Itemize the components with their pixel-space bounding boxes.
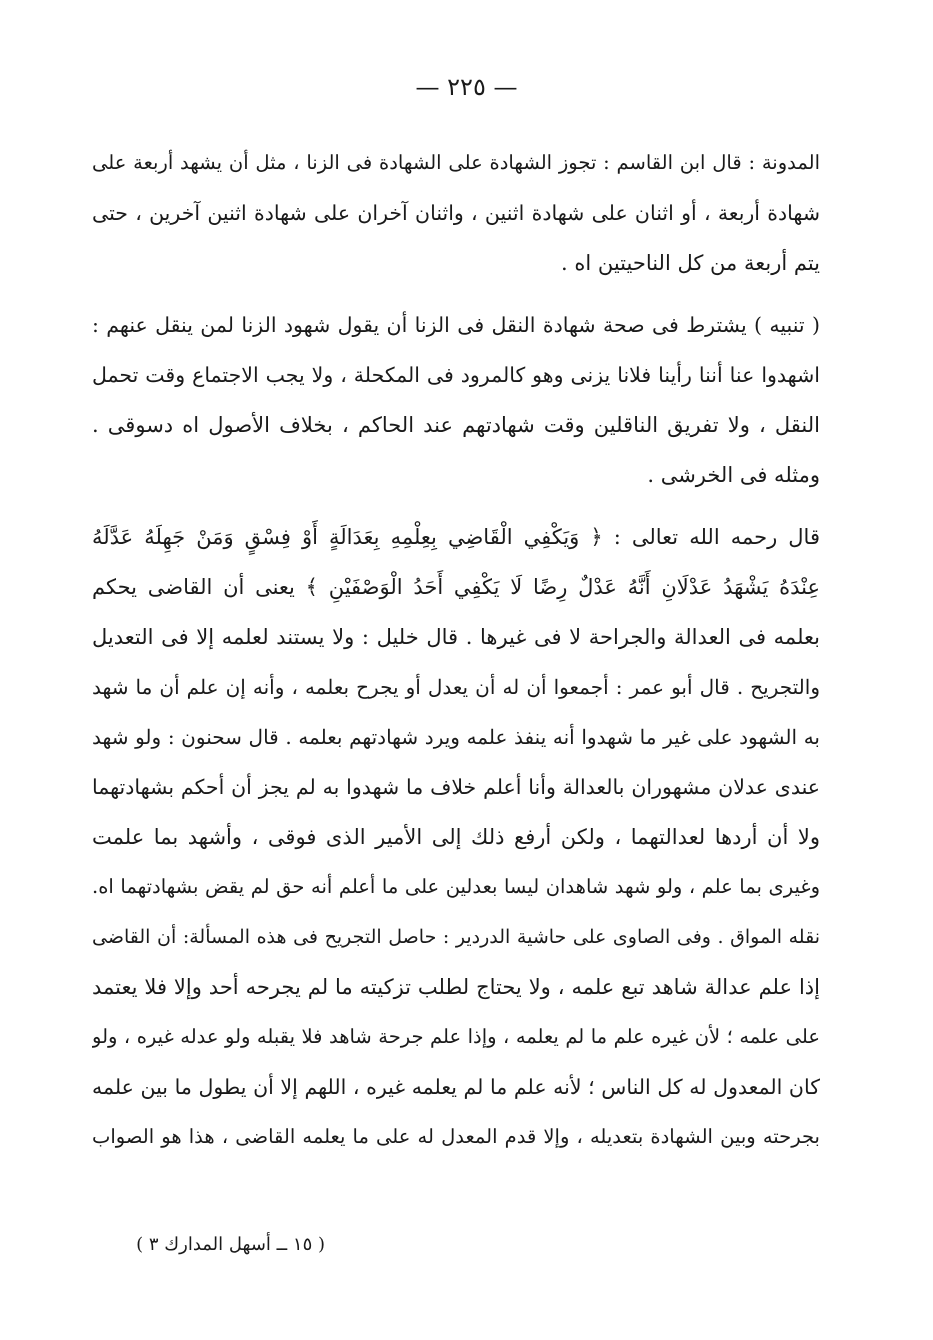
text-line: شهادة أربعة ، أو اثنان على شهادة اثنين ، واثنان آخران على شهادة اثنين آخرين ، حتى — [92, 201, 820, 225]
paragraph-gap — [92, 500, 820, 512]
text-line: نقله المواق . وفى الصاوى على حاشية الدردير : حاصل التجريح فى هذه المسألة: أن القاضى — [92, 926, 820, 948]
text-line: يتم أربعة من كل الناحيتين اه . — [560, 251, 820, 275]
text-line: ( تنبيه ) يشترط فى صحة شهادة النقل فى الزنا أن يقول شهود الزنا لمن ينقل عنهم : — [92, 313, 820, 337]
page-number: — ٢٢٥ — — [415, 73, 518, 101]
text-line: ومثله فى الخرشى . — [647, 463, 820, 487]
body-text — [92, 138, 820, 1162]
text-line: عِنْدَهُ يَشْهَدُ عَدْلَانِ أَنَّهُ عَدْلٌ رِضًا لَا يَكْفِي أَحَدُ الْوَصْفَيْنِ ﴾ يعنى أن القاضى يحكم — [92, 575, 820, 599]
text-line: المدونة : قال ابن القاسم : تجوز الشهادة على الشهادة فى الزنا ، مثل أن يشهد أربعة على — [92, 151, 820, 174]
text-line: على علمه ؛ لأن غيره علم ما لم يعلمه ، وإذا علم جرحة شاهد فلا يقبله ولو عدله غيره ، ولو — [92, 1025, 820, 1048]
text-line: به الشهود على غير ما شهدوا أنه ينفذ علمه ويرد شهادتهم بعلمه . قال سحنون : ولو شهد — [92, 725, 820, 749]
text-line: كان المعدول له كل الناس ؛ لأنه علم ما لم يعلمه غيره ، اللهم إلا أن يطول ما بين علمه — [92, 1075, 820, 1099]
text-line: والتجريح . قال أبو عمر : أجمعوا أن له أن يعدل أو يجرح بعلمه ، وأنه إن علم أن ما شهد — [92, 675, 820, 699]
text-line: بعلمه فى العدالة والجراحة لا فى غيرها . قال خليل : ولا يستند لعلمه إلا فى التعديل — [92, 625, 820, 649]
text-line: وغيرى بما علم ، ولو شهد شاهدان ليسا بعدلين على ما أعلم أنه حق لم يقض بشهادتهما اه. — [92, 875, 820, 898]
paragraph — [92, 300, 820, 500]
paragraph — [92, 512, 820, 1162]
footer-signature: ( ١٥ ــ أسهل المدارك ٣ ) — [136, 1234, 325, 1255]
text-line: النقل ، ولا تفريق الناقلين وقت شهادتهم عند الحاكم ، بخلاف الأصول اه دسوقى . — [92, 413, 820, 437]
text-line: ولا أن أردها لعدالتهما ، ولكن أرفع ذلك إلى الأمير الذى فوقى ، وأشهد بما علمت — [92, 825, 820, 849]
paragraph-gap — [92, 288, 820, 300]
text-line: عندى عدلان مشهوران بالعدالة وأنا أعلم خلاف ما شهدوا به لم يجز أن أحكم بشهادتهما — [92, 775, 820, 799]
text-line: إذا علم عدالة شاهد تبع علمه ، ولا يحتاج لطلب تزكيته ما لم يجرحه أحد وإلا فلا يعتمد — [92, 975, 820, 999]
text-line: قال رحمه الله تعالى : ﴿ وَيَكْفِي الْقَاضِي بِعِلْمِهِ بِعَدَالَةٍ أَوْ فِسْقٍ وَمَنْ جَهِلَهُ عَدَّلَهُ — [92, 525, 820, 549]
paragraph — [92, 138, 820, 288]
text-line: بجرحته وبين الشهادة بتعديله ، وإلا قدم المعدل له على ما يعلمه القاضى ، هذا هو الصواب — [92, 1125, 820, 1148]
text-line: اشهدوا عنا أننا رأينا فلانا يزنى وهو كالمرود فى المكحلة ، ولا يجب الاجتماع وقت تحمل — [92, 363, 820, 387]
